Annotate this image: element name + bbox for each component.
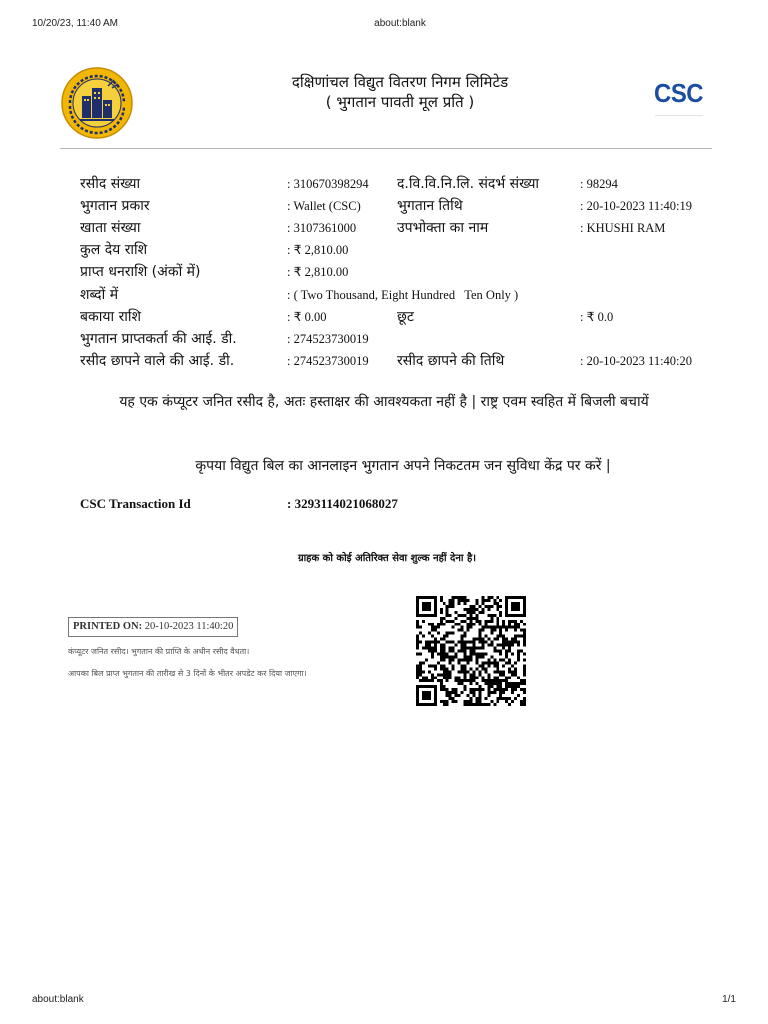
row-receipt-no xyxy=(0,174,768,196)
row-balance xyxy=(0,307,768,329)
row-total-due xyxy=(0,240,768,262)
balance-label: बकाया राशि xyxy=(80,309,142,325)
online-payment-notice: कृपया विद्युत बिल का आनलाइन भुगतान अपने निकटतम जन सुविधा केंद्र पर करें | xyxy=(195,458,611,474)
payment-type-label: भुगतान प्रकार xyxy=(80,198,150,214)
browser-print-footer xyxy=(0,994,768,1010)
received-value: : ₹ 2,810.00 xyxy=(287,265,349,279)
receipt-title xyxy=(200,72,600,112)
print-url: about:blank xyxy=(374,18,426,29)
browser-print-header xyxy=(0,18,768,34)
printed-on-value: 20-10-2023 11:40:20 xyxy=(144,621,234,632)
row-received xyxy=(0,262,768,284)
ref-no-label: द.वि.वि.नि.लि. संदर्भ संख्या xyxy=(397,176,540,192)
rebate-value: : ₹ 0.0 xyxy=(580,310,614,324)
csc-logo-tagline: ———————————— xyxy=(655,112,703,117)
csc-transaction-label: CSC Transaction Id xyxy=(80,496,191,511)
in-words-label: शब्दों में xyxy=(80,287,119,303)
footer-url: about:blank xyxy=(32,994,84,1005)
payment-type-value: : Wallet (CSC) xyxy=(287,199,361,213)
printed-on-stamp xyxy=(68,617,238,637)
receiver-id-label: भुगतान प्राप्तकर्ता की आई. डी. xyxy=(80,331,237,347)
no-extra-charge-notice: ग्राहक को कोई अतिरिक्त सेवा शुल्क नहीं देना है। xyxy=(297,553,477,564)
page-number: 1/1 xyxy=(722,994,736,1005)
validity-note: कंप्यूटर जनित रसीद। भुगतान की प्राप्ति के अधीन रसीद वैधता। xyxy=(68,647,250,656)
receiver-id-value: : 274523730019 xyxy=(287,332,369,346)
received-label: प्राप्त धनराशि (अंकों में) xyxy=(80,264,201,280)
printer-id-label: रसीद छापने वाले की आई. डी. xyxy=(80,353,235,369)
account-no-value: : 3107361000 xyxy=(287,221,357,235)
copy-type: ( भुगतान पावती मूल प्रति ) xyxy=(325,93,475,111)
receipt-no-label: रसीद संख्या xyxy=(80,176,141,192)
print-date-label: रसीद छापने की तिथि xyxy=(397,353,505,369)
total-due-label: कुल देय राशि xyxy=(80,242,148,258)
row-receiver-id xyxy=(0,329,768,351)
row-payment-type xyxy=(0,196,768,218)
ref-no-value: : 98294 xyxy=(580,177,618,191)
in-words-value: : ( Two Thousand, Eight Hundred Ten Only ) xyxy=(287,288,519,302)
row-printer-id xyxy=(0,351,768,373)
dvvnl-logo-icon xyxy=(60,66,134,140)
total-due-value: : ₹ 2,810.00 xyxy=(287,243,349,257)
csc-logo-icon xyxy=(640,80,718,120)
account-no-label: खाता संख्या xyxy=(80,220,141,236)
csc-transaction-id: : 3293114021068027 xyxy=(287,496,398,511)
row-in-words xyxy=(0,285,768,307)
update-note: आपका बिल प्राप्त भुगतान की तारीख से 3 दिनों के भीतर अपडेट कर दिया जाएगा। xyxy=(68,669,307,678)
qr-code-icon xyxy=(416,596,526,706)
rebate-label: छूट xyxy=(397,309,414,325)
payment-date-label: भुगतान तिथि xyxy=(397,198,463,214)
row-account-no xyxy=(0,218,768,240)
printer-id-value: : 274523730019 xyxy=(287,354,369,368)
csc-logo-text: CSC xyxy=(654,78,704,108)
print-date-value: : 20-10-2023 11:40:20 xyxy=(580,354,693,368)
computer-generated-notice: यह एक कंप्यूटर जनित रसीद है, अतः हस्ताक्षर की आवश्यकता नहीं है | राष्ट्र एवम स्वहित में बिजली बचायें xyxy=(119,394,649,410)
consumer-name-value: : KHUSHI RAM xyxy=(580,221,666,235)
consumer-name-label: उपभोक्ता का नाम xyxy=(397,220,489,236)
balance-value: : ₹ 0.00 xyxy=(287,310,327,324)
print-datetime: 10/20/23, 11:40 AM xyxy=(32,18,118,29)
company-name: दक्षिणांचल विद्युत वितरण निगम लिमिटेड xyxy=(291,73,509,91)
printed-on-label: PRINTED ON: xyxy=(73,621,143,632)
header-divider xyxy=(60,148,712,149)
receipt-no-value: : 310670398294 xyxy=(287,177,369,191)
payment-date-value: : 20-10-2023 11:40:19 xyxy=(580,199,693,213)
